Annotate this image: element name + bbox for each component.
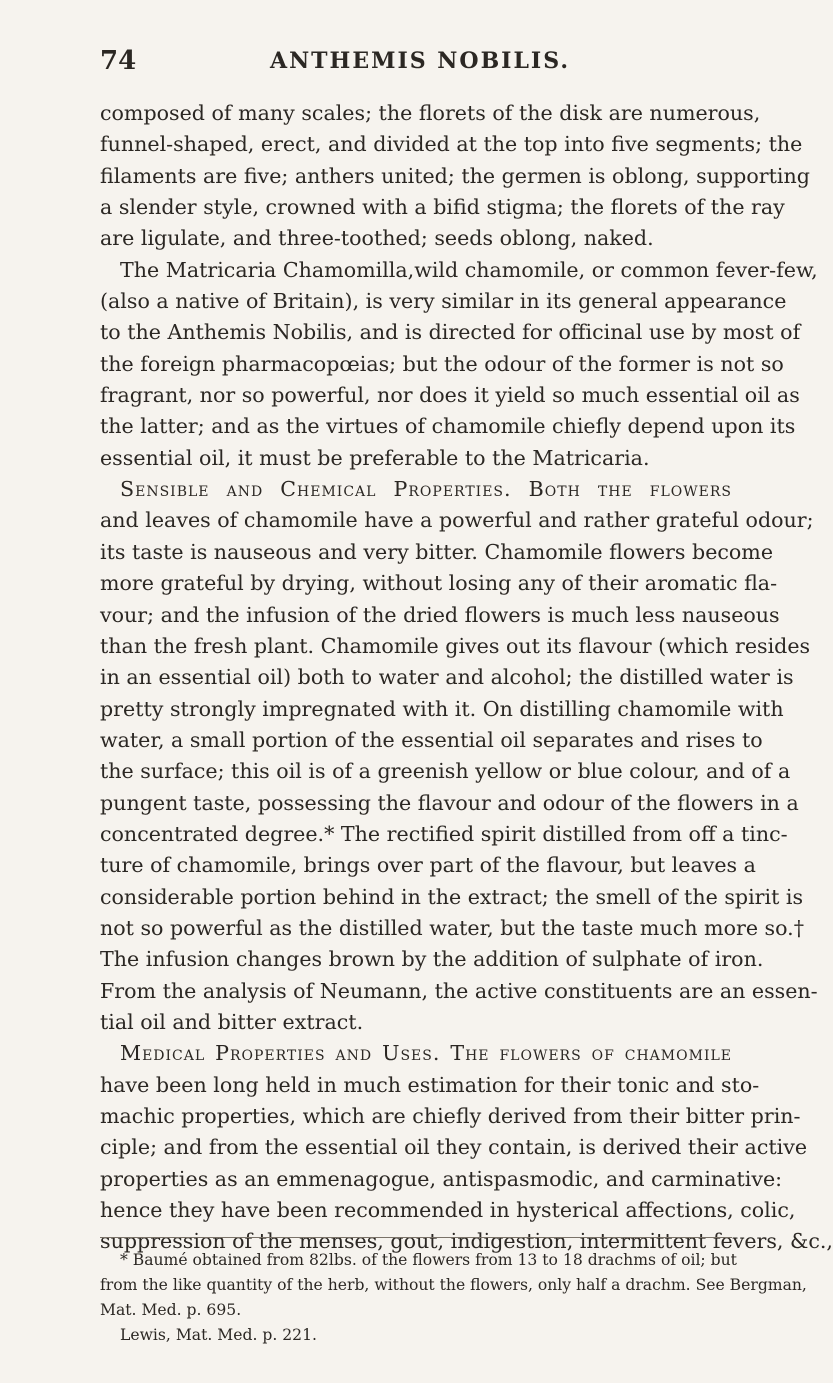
- text-line: a slender style, crowned with a bifid stigma; the florets of the ray: [100, 195, 785, 220]
- footnote-line: * Baumé obtained from 82lbs. of the flowers from 13 to 18 drachms of oil; but: [120, 1251, 737, 1269]
- text-line: essential oil, it must be preferable to the Matricaria.: [100, 445, 650, 470]
- text-line: From the analysis of Neumann, the active constituents are an essen-: [100, 978, 818, 1003]
- text-line: and leaves of chamomile have a powerful and rather grateful odour;: [100, 508, 814, 533]
- text-line: water, a small portion of the essential oil separates and rises to: [100, 727, 763, 752]
- text-line: than the fresh plant. Chamomile gives out its flavour (which resides: [100, 633, 811, 658]
- text-line: hence they have been recommended in hysterical affections, colic,: [100, 1198, 796, 1223]
- text-line: ture of chamomile, brings over part of the flavour, but leaves a: [100, 853, 756, 878]
- text-line: pretty strongly impregnated with it. On distilling chamomile with: [100, 696, 784, 721]
- text-line: in an essential oil) both to water and alcohol; the distilled water is: [100, 665, 794, 690]
- footnotes: [100, 1248, 807, 1348]
- text-line: funnel-shaped, erect, and divided at the top into five segments; the: [100, 132, 803, 157]
- text-line: considerable portion behind in the extract; the smell of the spirit is: [100, 884, 804, 909]
- footnote-line: Mat. Med. p. 695.: [100, 1301, 242, 1319]
- text-line: fragrant, nor so powerful, nor does it yield so much essential oil as: [100, 383, 800, 408]
- text-line: The infusion changes brown by the addition of sulphate of iron.: [100, 947, 764, 972]
- text-line: pungent taste, possessing the flavour and odour of the flowers in a: [100, 790, 799, 815]
- text-line: more grateful by drying, without losing any of their aromatic fla-: [100, 571, 778, 596]
- text-line: The Matricaria Chamomilla,wild chamomile, or common fever-few,: [120, 257, 818, 282]
- footnote-divider: [100, 1237, 732, 1238]
- running-head: ANTHEMIS NOBILIS.: [270, 48, 570, 74]
- text-line: concentrated degree.* The rectified spirit distilled from off a tinc-: [100, 821, 788, 846]
- text-line: ciple; and from the essential oil they contain, is derived their active: [100, 1135, 808, 1160]
- text-line: its taste is nauseous and very bitter. Chamomile flowers become: [100, 539, 774, 564]
- text-line: the surface; this oil is of a greenish yellow or blue colour, and of a: [100, 759, 791, 784]
- text-line: are ligulate, and three-toothed; seeds oblong, naked.: [100, 226, 654, 251]
- text-line: properties as an emmenagogue, antispasmodic, and carminative:: [100, 1166, 783, 1191]
- text-line: (also a native of Britain), is very similar in its general appearance: [100, 289, 787, 314]
- text-line: filaments are five; anthers united; the germen is oblong, supporting: [100, 163, 810, 188]
- section-heading-sensible-chemical: Sensible and Chemical Properties. Both the flowers: [120, 477, 732, 502]
- text-line: the latter; and as the virtues of chamomile chiefly depend upon its: [100, 414, 796, 439]
- text-line: suppression of the menses, gout, indigestion, intermittent fevers, &c.,: [100, 1229, 833, 1254]
- body-text: [100, 98, 833, 1258]
- text-line: have been long held in much estimation for their tonic and sto-: [100, 1072, 760, 1097]
- footnote-line: Lewis, Mat. Med. p. 221.: [120, 1326, 317, 1344]
- section-heading-medical-uses: Medical Properties and Uses. The flowers of chamomile: [120, 1041, 732, 1066]
- text-line: composed of many scales; the florets of the disk are numerous,: [100, 101, 761, 125]
- text-line: tial oil and bitter extract.: [100, 1009, 364, 1034]
- text-line: to the Anthemis Nobilis, and is directed for officinal use by most of: [100, 320, 801, 345]
- text-line: machic properties, which are chiefly derived from their bitter prin-: [100, 1104, 801, 1128]
- text-line: vour; and the infusion of the dried flowers is much less nauseous: [100, 602, 780, 627]
- text-line: not so powerful as the distilled water, but the taste much more so.†: [100, 915, 805, 940]
- page-number: 74: [100, 46, 137, 76]
- page-header: [100, 46, 740, 86]
- text-line: the foreign pharmacopœias; but the odour of the former is not so: [100, 351, 784, 376]
- footnote-line: from the like quantity of the herb, without the flowers, only half a drachm. See Bergman,: [100, 1276, 807, 1294]
